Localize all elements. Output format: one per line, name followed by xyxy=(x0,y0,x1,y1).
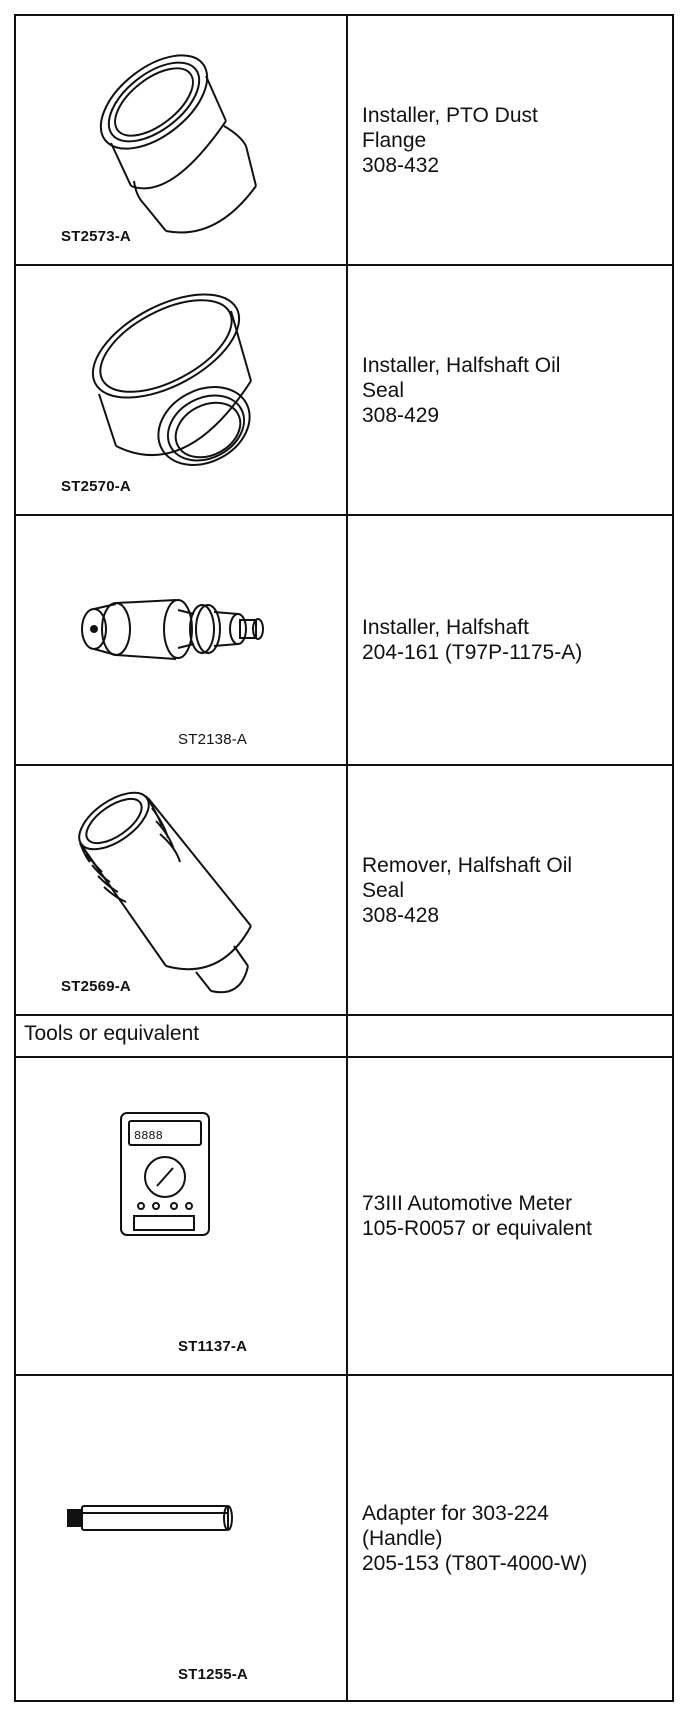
tool-name-line: 73III Automotive Meter xyxy=(362,1192,573,1215)
figure-id: ST1137-A xyxy=(178,1338,248,1355)
table-row xyxy=(16,1016,672,1058)
tool-illustration-cell xyxy=(16,266,348,514)
automotive-meter-icon xyxy=(16,1058,346,1374)
tool-description-cell xyxy=(348,1058,672,1374)
tool-illustration-cell xyxy=(16,766,348,1014)
tool-name-line: Installer, Halfshaft xyxy=(362,616,529,639)
tool-number: 105-R0057 or equivalent xyxy=(362,1217,592,1240)
tool-number: 308-428 xyxy=(362,903,440,927)
tool-description-cell xyxy=(348,266,672,514)
tool-illustration-cell xyxy=(16,516,348,764)
halfshaft-oil-seal-installer-icon xyxy=(16,266,346,514)
tool-name-line: Seal xyxy=(362,378,405,402)
tool-description-cell xyxy=(348,1376,672,1700)
tool-description-cell xyxy=(348,516,672,764)
table-row xyxy=(16,16,672,266)
tool-name-line: (Handle) xyxy=(362,1526,443,1550)
figure-id: ST2569-A xyxy=(61,978,131,995)
section-header: Tools or equivalent xyxy=(24,1022,200,1045)
tool-number: 205-153 (T80T-4000-W) xyxy=(362,1551,588,1575)
tool-number: 308-432 xyxy=(362,153,440,177)
table-row xyxy=(16,266,672,516)
tool-description-cell xyxy=(348,16,672,264)
figure-id: ST2573-A xyxy=(61,228,131,245)
halfshaft-oil-seal-remover-icon xyxy=(16,766,346,1014)
tool-illustration-cell xyxy=(16,16,348,264)
halfshaft-installer-icon xyxy=(16,516,346,764)
handle-adapter-icon xyxy=(16,1376,346,1698)
svg-text:8888: 8888 xyxy=(134,1129,163,1143)
figure-id: ST2570-A xyxy=(61,478,131,495)
table-row xyxy=(16,1058,672,1376)
tool-name-line: Adapter for 303-224 xyxy=(362,1501,549,1525)
tool-number: 308-429 xyxy=(362,403,440,427)
tool-name-line: Seal xyxy=(362,878,405,902)
tool-name-line: Remover, Halfshaft Oil xyxy=(362,853,573,877)
table-row xyxy=(16,766,672,1016)
figure-id: ST1255-A xyxy=(178,1666,248,1683)
tool-description-cell xyxy=(348,766,672,1014)
tool-name-line: Installer, PTO Dust xyxy=(362,103,538,127)
pto-dust-flange-installer-icon xyxy=(16,16,346,264)
table-row xyxy=(16,1376,672,1700)
tool-illustration-cell xyxy=(16,1376,348,1700)
tool-name-line: Flange xyxy=(362,128,427,152)
table-row xyxy=(16,516,672,766)
figure-id: ST2138-A xyxy=(178,731,248,748)
empty-cell xyxy=(348,1016,672,1056)
special-tools-table xyxy=(14,14,674,1702)
tool-number: 204-161 (T97P-1175-A) xyxy=(362,641,583,664)
tool-illustration-cell xyxy=(16,1058,348,1374)
section-header-cell xyxy=(16,1016,348,1056)
tool-name-line: Installer, Halfshaft Oil xyxy=(362,353,561,377)
